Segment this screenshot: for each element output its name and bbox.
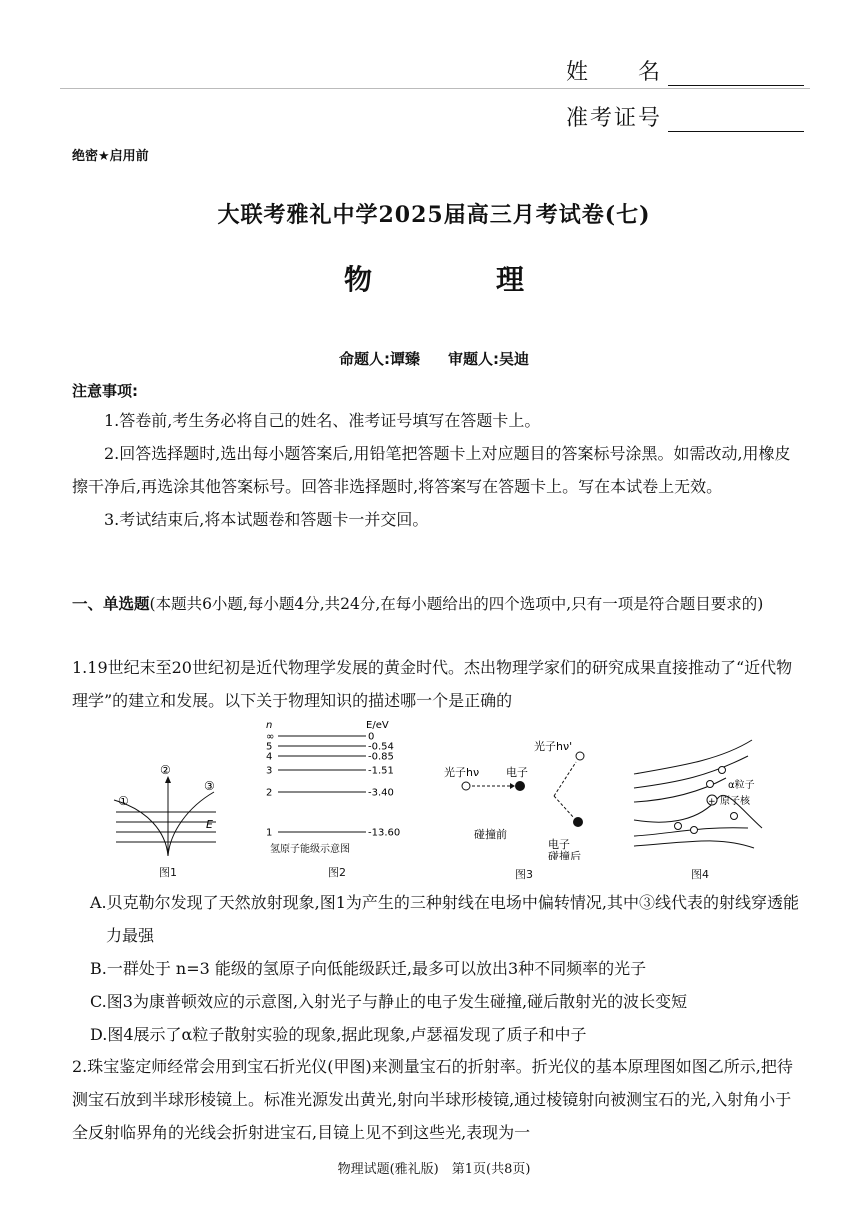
fig3-electron-after <box>573 817 583 827</box>
id-blank <box>668 109 804 132</box>
fig3-svg <box>444 736 604 860</box>
fig2-n-label: n <box>266 720 273 731</box>
option-c: C.图3为康普顿效应的示意图,入射光子与静止的电子发生碰撞,碰后散射光的波长变短 <box>90 992 688 1011</box>
energy-level-n: 3 <box>266 765 273 777</box>
figure-1 <box>108 762 228 880</box>
energy-level-value: -13.60 <box>368 827 401 839</box>
energy-level-n: 1 <box>266 827 273 839</box>
energy-level-value: -0.85 <box>368 751 394 763</box>
fig2-caption: 图2 <box>328 866 346 879</box>
q1-stem: 1.19世纪末至20世纪初是近代物理学发展的黄金时代。杰出物理学家们的研究成果直接推动了“近代物理学”的建立和发展。以下关于物理知识的描述哪一个是正确的 <box>72 658 793 710</box>
notice-title: 注意事项: <box>72 382 138 400</box>
authors <box>0 348 868 369</box>
notice-item: 2.回答选择题时,选出每小题答案后,用铅笔把答题卡上对应题目的答案标号涂黑。如需改动,用橡皮擦干净后,再选涂其他答案标号。回答非选择题时,将答案写在答题卡上。写在本试卷上无效。 <box>72 444 791 496</box>
page-footer: 物理试题(雅礼版) 第1页(共8页) <box>337 1162 531 1177</box>
id-field <box>566 101 804 132</box>
fig3-electron-label: 电子 <box>506 766 528 779</box>
name-label: 姓 名 <box>566 60 663 85</box>
q2-stem: 2.珠宝鉴定师经常会用到宝石折光仪(甲图)来测量宝石的折射率。折光仪的基本原理图如图乙所示,把待测宝石放到半球形棱镜上。标准光源发出黄光,射向半球形棱镜,通过棱镜射向被测宝石的光,入射角小于全反射临界角的光线会折射进宝石,目镜上见不到这些光,表现为一 <box>72 1057 793 1142</box>
notice-list <box>72 404 800 536</box>
fig3-arrow <box>510 783 515 789</box>
fig3-after: 碰撞后 <box>548 850 581 860</box>
fig2-e-label: E/eV <box>366 720 389 731</box>
fig3-electron-after-label: 电子 <box>548 838 570 851</box>
header-rule <box>60 88 810 89</box>
secret-mark: 绝密★启用前 <box>72 149 149 164</box>
fig4-plus: + <box>708 797 716 807</box>
energy-level-n: 5 <box>266 741 273 753</box>
figure-4 <box>630 736 770 882</box>
fig3-caption: 图3 <box>515 868 533 881</box>
fig3-scatter-photon-path <box>554 762 576 796</box>
fig1-label-3: ③ <box>204 779 215 793</box>
fig4-alpha-label: α粒子 <box>728 780 755 791</box>
fig3-photon-out-label: 光子hν' <box>534 740 573 753</box>
reviewer: 审题人:吴迪 <box>448 350 529 368</box>
id-label: 准考证号 <box>566 106 663 131</box>
setter: 命题人:谭臻 <box>339 350 420 368</box>
fig4-alpha-3 <box>675 823 682 830</box>
fig3-photon-out <box>576 752 584 760</box>
option-a: A.贝克勒尔发现了天然放射现象,图1为产生的三种射线在电场中偏转情况,其中③线代表的射线穿透能力最强 <box>90 893 799 945</box>
fig2-svg <box>262 718 412 858</box>
energy-level-n: ∞ <box>266 731 275 743</box>
energy-level-value: -1.51 <box>368 765 394 777</box>
exam-title: 大联考雅礼中学2025届高三月考试卷(七) <box>217 202 651 228</box>
option-d: D.图4展示了α粒子散射实验的现象,据此现象,卢瑟福发现了质子和中子 <box>90 1025 587 1044</box>
fig1-label-2: ② <box>160 763 171 777</box>
notice-item: 1.答卷前,考生务必将自己的姓名、准考证号填写在答题卡上。 <box>104 411 541 430</box>
energy-level-n: 4 <box>266 751 273 763</box>
fig4-caption: 图4 <box>691 868 709 881</box>
fig1-label-1: ① <box>118 794 129 808</box>
fig4-alpha-4 <box>691 827 698 834</box>
section-heading <box>72 589 800 619</box>
energy-level-value: 0 <box>368 731 375 743</box>
fig2-title: 氢原子能级示意图 <box>270 844 350 855</box>
fig4-nucleus-label: 原子核 <box>720 796 750 807</box>
name-field <box>566 55 804 86</box>
fig3-electron <box>515 781 525 791</box>
fig3-photon-in-label: 光子hν <box>444 766 480 779</box>
figure-2 <box>262 718 412 880</box>
energy-level-value: -3.40 <box>368 787 394 799</box>
fig4-alpha-1 <box>707 781 714 788</box>
fig4-alpha-2 <box>719 767 726 774</box>
option-b: B.一群处于 n=3 能级的氢原子向低能级跃迁,最多可以放出3种不同频率的光子 <box>90 959 647 978</box>
figure-3 <box>444 736 604 882</box>
energy-level-value: -0.54 <box>368 741 394 753</box>
subject-title: 物 理 <box>343 263 572 296</box>
notice-item: 3.考试结束后,将本试题卷和答题卡一并交回。 <box>104 510 429 529</box>
fig1-field-label: E <box>206 818 213 831</box>
name-blank <box>668 63 804 86</box>
fig4-svg <box>630 736 770 860</box>
fig4-alpha-5 <box>731 813 738 820</box>
fig1-caption: 图1 <box>159 866 177 879</box>
fig3-electron-path <box>554 796 574 818</box>
fig3-before: 碰撞前 <box>474 828 507 841</box>
q1-options <box>90 886 802 1051</box>
section-title: 一、单选题 <box>72 595 150 613</box>
fig3-photon-in <box>462 782 470 790</box>
section-desc: (本题共6小题,每小题4分,共24分,在每小题给出的四个选项中,只有一项是符合题目要求的) <box>149 595 764 613</box>
energy-level-n: 2 <box>266 787 273 799</box>
fig1-svg <box>108 762 228 858</box>
